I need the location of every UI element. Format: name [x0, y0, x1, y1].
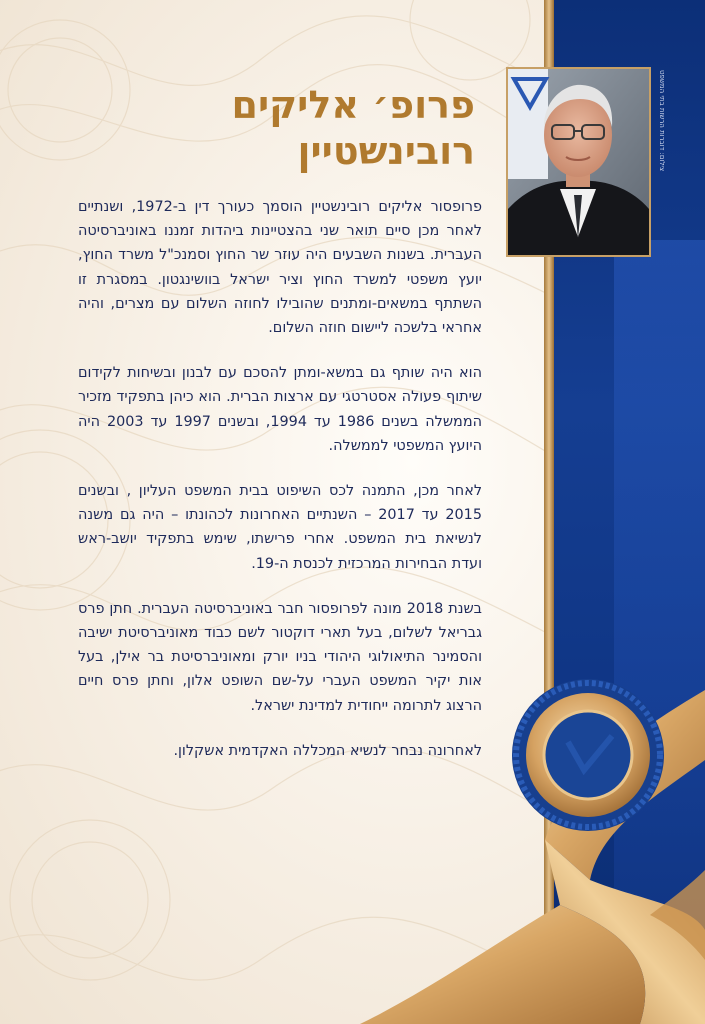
medal-rosette-icon — [512, 679, 664, 831]
bio-paragraph-5: לאחרונה נבחר לנשיא המכללה האקדמית אשקלון. — [173, 742, 482, 759]
page-title — [175, 82, 475, 174]
bio-paragraph-1: פרופסור אליקים רובינשטיין הוסמך כעורך דין ב-1972, ושנתיים לאחר מכן סיים תואר שני בהצטיינות ביהדות זמננו באוניברסיטה העברית. בשנות השבעים היה עוזר שר החוץ וסמנכ"ל משרד החוץ, יועץ משפטי למשרד החוץ וציר ישראל בוושינגטון. במסגרת זו השתתף במשאים-ומתנים שהובילו לחוזה השלום עם מצרים, והיה אחראי בלשכה ליישום חוזה השלום. — [78, 199, 482, 337]
title-line-last: רובינשטיין — [297, 129, 475, 173]
portrait-photo — [506, 67, 651, 257]
bio-paragraph-2: הוא היה שותף גם במשא-ומתן להסכם עם לבנון ובשיחות לקידום שיתוף פעולה אסטרטגי עם ארצות הברית. הוא כיהן בתפקיד מזכיר הממשלה בשנים 1986 עד 1994, ובשנים 1997 עד 2003 היה היועץ המשפטי לממשלה. — [78, 365, 482, 454]
photo-credit: צילום: דוברות הרשות בתי המשפט — [658, 70, 666, 172]
bio-paragraph-3: לאחר מכן, התמנה לכס השיפוט בבית המשפט העליון , ובשנים 2015 עד 2017 – השנתיים האחרונות לכהונתו – היה גם משנה לנשיאת בית המשפט. אחרי פרישתו, שימש בתפקיד יושב-ראש ועדת הבחירות המרכזית לכנסת ה-19. — [78, 483, 482, 572]
biography-text — [78, 195, 482, 784]
bio-paragraph-4: בשנת 2018 מונה לפרופסור חבר באוניברסיטה העברית. חתן פרס גבריאל לשלום, בעל תארי דוקטור לשם כבוד מאוניברסיטת ישיבה והסמינר התיאולוגי היהודי בניו יורק ומאוניברסיטת בר אילן, בעל אות יקיר המשפט העברי על-שם השופט אלון, וחתן פרס חיים הרצוג לתרומה ייחודית למדינת ישראל. — [78, 600, 482, 714]
title-line-first: פרופ׳ אליקים — [231, 83, 475, 127]
